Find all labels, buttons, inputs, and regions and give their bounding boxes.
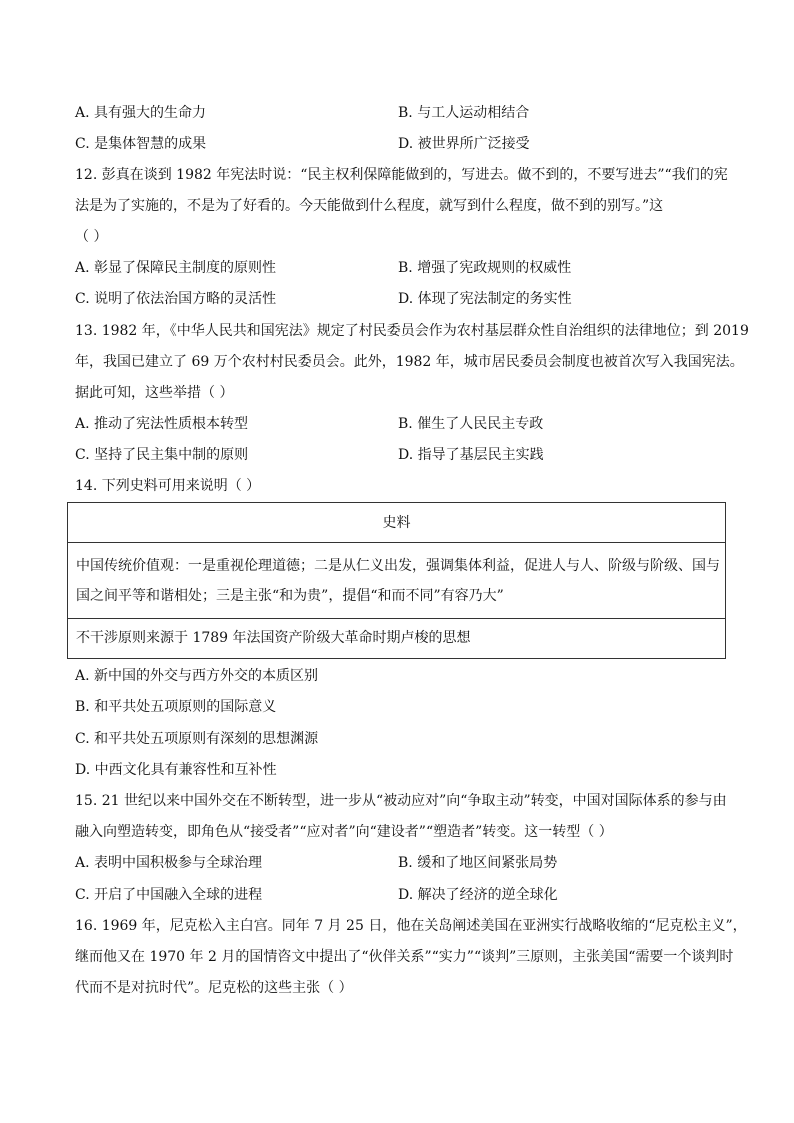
q14-option-a: A. 新中国的外交与西方外交的本质区别 (75, 668, 319, 684)
q15-stem-line-1: 15. 21 世纪以来中国外交在不断转型，进一步从“被动应对”向“争取主动”转变，中国对国际体系的参与由 (75, 793, 727, 809)
q14-stem: 14. 下列史料可用来说明（ ） (75, 478, 261, 494)
q12-stem-line-2: 法是为了实施的，不是为了好看的。今天能做到什么程度，就写到什么程度，做不到的别写。”这 (75, 198, 664, 214)
table-row (68, 619, 725, 658)
q15-option-b: B. 缓和了地区间紧张局势 (398, 855, 558, 871)
table-cell-line: 不干涉原则来源于 1789 年法国资产阶级大革命时期卢梭的思想 (76, 630, 471, 646)
table-header: 史料 (382, 515, 411, 531)
q11-option-a: A. 具有强大的生命力 (75, 105, 207, 121)
q13-option-b: B. 催生了人民民主专政 (398, 416, 544, 432)
table-header-row (68, 503, 725, 543)
q11-option-d: D. 被世界所广泛接受 (398, 136, 530, 152)
q16-stem-line-3: 代而不是对抗时代”。尼克松的这些主张（ ） (75, 980, 353, 996)
q13-option-d: D. 指导了基层民主实践 (398, 447, 544, 463)
q13-stem-line-1: 13. 1982 年，《中华人民共和国宪法》规定了村民委员会作为农村基层群众性自治组织的法律地位；到 2019 (75, 323, 749, 339)
q12-option-a: A. 彰显了保障民主制度的原则性 (75, 260, 277, 276)
q12-option-c: C. 说明了依法治国方略的灵活性 (75, 291, 277, 307)
source-material-table (67, 502, 726, 659)
table-cell-line: 中国传统价值观：一是重视伦理道德；二是从仁义出发，强调集体利益，促进人与人、阶级与阶级、国与 (76, 558, 720, 574)
q11-option-b: B. 与工人运动相结合 (398, 105, 530, 121)
q14-option-c: C. 和平共处五项原则有深刻的思想渊源 (75, 731, 319, 747)
q14-option-b: B. 和平共处五项原则的国际意义 (75, 699, 277, 715)
q11-option-c: C. 是集体智慧的成果 (75, 136, 207, 152)
q12-option-d: D. 体现了宪法制定的务实性 (398, 291, 572, 307)
q14-option-d: D. 中西文化具有兼容性和互补性 (75, 762, 277, 778)
q13-stem-line-2: 年，我国已建立了 69 万个农村村民委员会。此外，1982 年，城市居民委员会制度也被首次写入我国宪法。 (75, 354, 744, 370)
q16-stem-line-1: 16. 1969 年，尼克松入主白宫。同年 7 月 25 日，他在关岛阐述美国在亚洲实行战略收缩的“尼克松主义”， (75, 918, 747, 934)
q13-option-c: C. 坚持了民主集中制的原则 (75, 447, 249, 463)
q12-option-b: B. 增强了宪政规则的权威性 (398, 260, 572, 276)
q15-option-a: A. 表明中国积极参与全球治理 (75, 855, 263, 871)
table-cell-line: 国之间平等和谐相处；三是主张“和为贵”，提倡“和而不同”有容乃大” (76, 588, 504, 604)
table-row (68, 543, 725, 619)
q16-stem-line-2: 继而他又在 1970 年 2 月的国情咨文中提出了“伙伴关系”“实力”“谈判”三原则，主张美国“需要一个谈判时 (75, 949, 734, 965)
q13-option-a: A. 推动了宪法性质根本转型 (75, 416, 249, 432)
q15-option-d: D. 解决了经济的逆全球化 (398, 887, 558, 903)
q12-stem-line-1: 12. 彭真在谈到 1982 年宪法时说：“民主权利保障能做到的，写进去。做不到的，不要写进去”“我们的宪 (75, 167, 728, 183)
q12-stem-line-3: （ ） (75, 229, 108, 245)
q13-stem-line-3: 据此可知，这些举措（ ） (75, 385, 234, 401)
q15-option-c: C. 开启了中国融入全球的进程 (75, 887, 263, 903)
q15-stem-line-2: 融入向塑造转变，即角色从“接受者”“应对者”向“建设者”“塑造者”转变。这一转型（ ） (75, 824, 613, 840)
